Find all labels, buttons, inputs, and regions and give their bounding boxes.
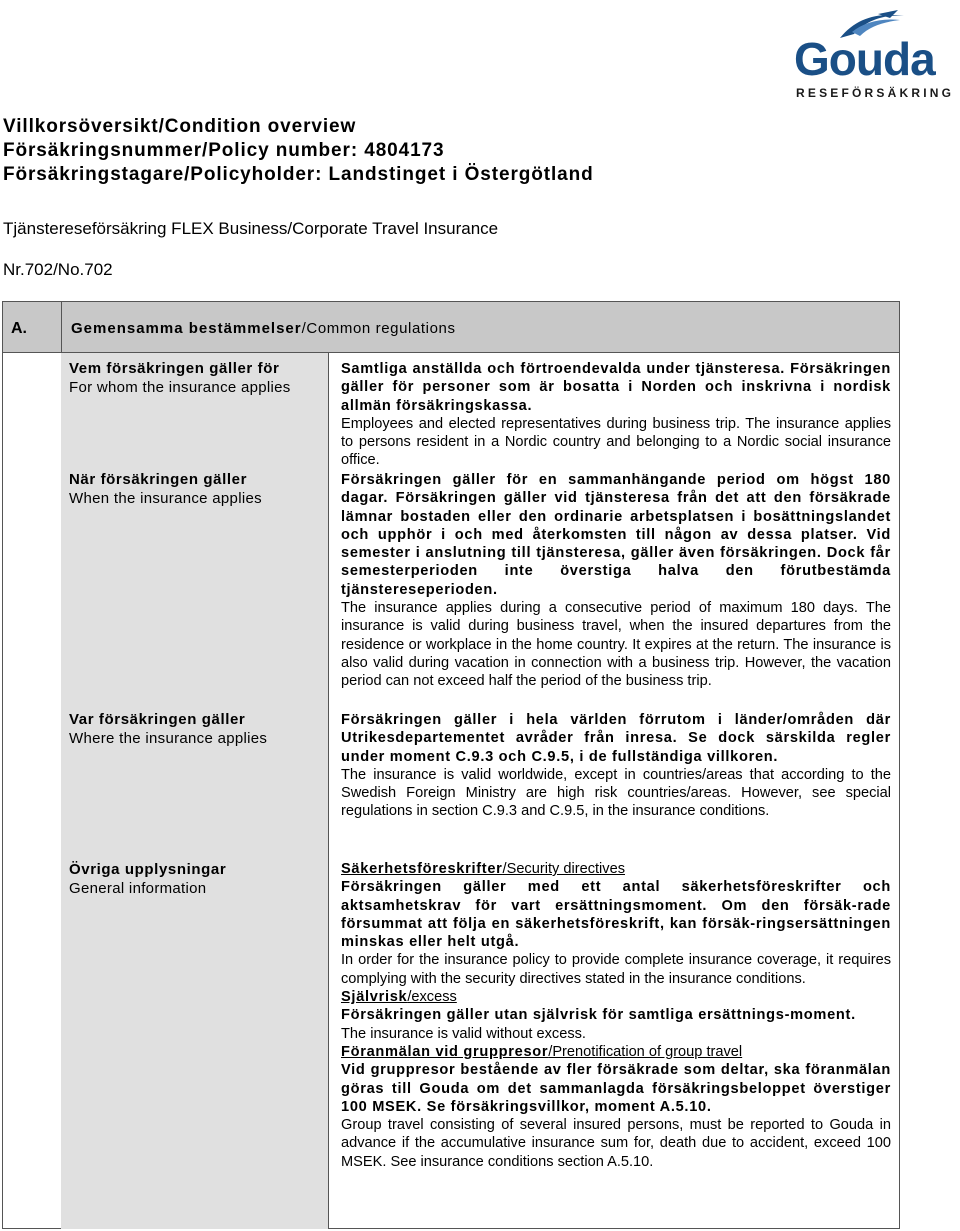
block-heading-sv: Självrisk: [341, 989, 408, 1006]
row-label-sv: När försäkringen gäller: [69, 471, 248, 488]
content-en: The insurance is valid without excess.: [341, 1025, 586, 1042]
section-title: [71, 320, 456, 337]
divider: [61, 302, 62, 352]
block-heading-sv: Föranmälan vid gruppresor: [341, 1043, 549, 1060]
content-en: In order for the insurance policy to provide complete insurance coverage, it requires complying with the security directives stated in the insurance conditions.: [341, 952, 891, 987]
block-heading: [341, 988, 891, 1006]
row-label-sv: Var försäkringen gäller: [69, 711, 246, 728]
row-label: [69, 860, 226, 898]
product-name: Tjänstereseförsäkring FLEX Business/Corporate Travel Insurance: [3, 219, 499, 238]
row-label-en: General information: [69, 880, 207, 897]
content-en: Group travel consisting of several insured persons, must be reported to Gouda in advance if the accumulative insurance sum for, death due to accident, exceed 100 MSEK. See insurance conditions section A.5.10.: [341, 1117, 891, 1170]
content-sv: Försäkringen gäller för en sammanhängande period om högst 180 dagar. Försäkringen gäller vid tjänsteresa från det att den försäkrade lämnar bostaden eller den ordinarie arbetsplatsen i bosättningslandet och upphör i och med återkomsten till någon av dessa platser. Vid semester i anslutning till tjänsteresa, gäller även försäkringen. Dock får semesterperioden inte överstiga halva den förutbestämda tjänstereseperioden.: [341, 472, 891, 598]
row-label-sv: Övriga upplysningar: [69, 861, 227, 878]
row-content: [341, 860, 891, 1171]
section-letter: A.: [11, 320, 27, 337]
row-label-en: When the insurance applies: [69, 490, 262, 507]
row-content: [341, 471, 891, 691]
content-en: Employees and elected representatives during business trip. The insurance applies to persons resident in a Nordic country and belonging to a Nordic social insurance office.: [341, 415, 891, 469]
row-label: [69, 359, 291, 397]
block-heading-en: /Security directives: [502, 861, 625, 877]
row-content: [341, 711, 891, 821]
row-label: [69, 470, 262, 508]
content-en: The insurance applies during a consecutive period of maximum 180 days. The insurance is valid during business travel, when the insured departures from the residence or workplace in the home country. It expires at the return. The insurance is also valid during vacation in connection with a business trip. However, the vacation period can not exceed half the period of the business trip.: [341, 600, 891, 690]
content-sv: Försäkringen gäller i hela världen förrutom i länder/områden där Utrikesdepartementet avråder från inresa. Se dock särskilda regler under moment C.9.3 och C.9.5, i de fullständiga villkoren.: [341, 712, 891, 765]
row-label-sv: Vem försäkringen gäller för: [69, 360, 280, 377]
policyholder: Försäkringstagare/Policyholder: Landstinget i Östergötland: [3, 164, 594, 185]
block-heading-en: /Prenotification of group travel: [548, 1043, 743, 1060]
logo-name: Gouda: [794, 33, 935, 85]
row-content: [341, 360, 891, 470]
label-column: [61, 353, 329, 1229]
content-sv: Samtliga anställda och förtroendevalda under tjänsteresa. Försäkringen gäller för personer som är bosatta i Norden och inskrivna i nordisk allmän försäkringskassa.: [341, 361, 891, 414]
row-label: [69, 710, 267, 748]
logo-subtitle: RESEFÖRSÄKRING: [796, 86, 955, 100]
content-sv: Försäkringen gäller utan självrisk för samtliga ersättnings-moment.: [341, 1007, 856, 1024]
policy-number: Försäkringsnummer/Policy number: 4804173: [3, 140, 445, 161]
row-label-en: For whom the insurance applies: [69, 379, 291, 396]
content-sv: Försäkringen gäller med ett antal säkerhetsföreskrifter och aktsamhetskrav för vart ersättningsmoment. Om den försäk-rade försummat att följa en säkerhetsföreskrift, kan försäk-ringsersättningen minskas eller helt utgå.: [341, 879, 891, 951]
header-title: Villkorsöversikt/Condition overview: [3, 116, 357, 137]
row-label-en: Where the insurance applies: [69, 730, 268, 747]
section-title-en: /Common regulations: [301, 320, 456, 337]
content-sv: Vid gruppresor bestående av fler försäkrade som deltar, ska föranmälan göras till Gouda om det sammanlagda försäkringsbeloppet överstiger 100 MSEK. Se försäkringsvillkor, moment A.5.10.: [341, 1062, 891, 1115]
block-heading: [341, 1043, 891, 1061]
content-en: The insurance is valid worldwide, except in countries/areas that according to the Swedish Foreign Ministry are high risk countries/areas. However, see special regulations in section C.9.3 and C.9.5, in the insurance conditions.: [341, 766, 891, 820]
block-heading-en: /excess: [407, 989, 457, 1006]
divider: [328, 353, 329, 1229]
block-heading-sv: Säkerhetsföreskrifter: [341, 861, 503, 877]
section-title-sv: Gemensamma bestämmelser: [71, 320, 302, 337]
gouda-logo: [790, 8, 955, 100]
section-header: [2, 301, 900, 353]
block-heading: [341, 860, 891, 878]
product-number: Nr.702/No.702: [3, 260, 113, 279]
